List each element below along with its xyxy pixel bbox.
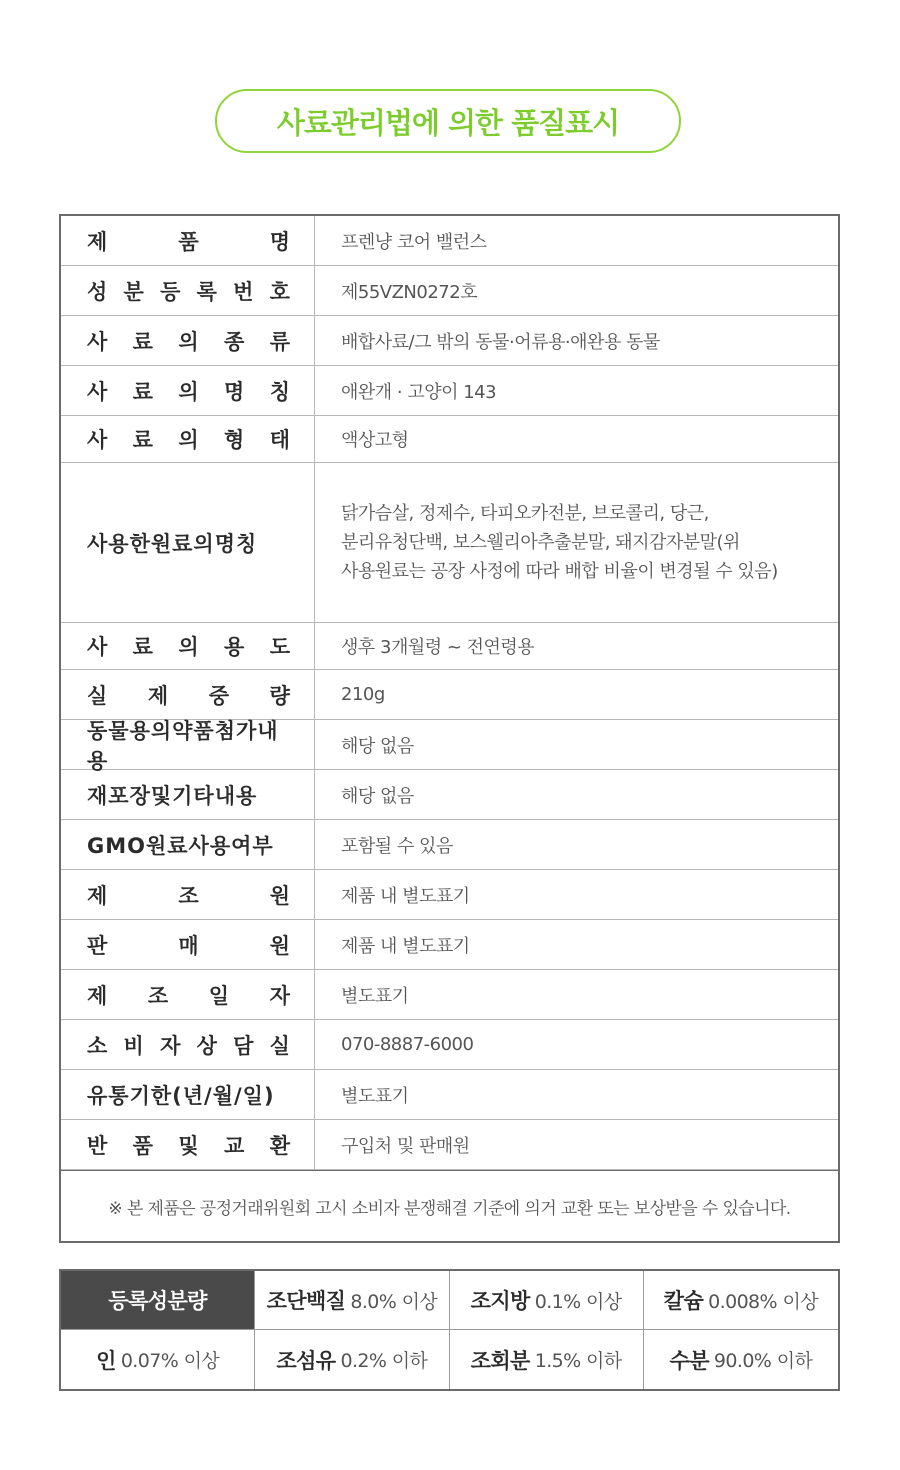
row-value: 별도표기	[341, 985, 409, 1007]
row-label: 사 료 의 형 태	[61, 416, 315, 462]
row-label: 사 료 의 종 류	[61, 316, 315, 365]
row-label: 실 제 중 량	[61, 670, 315, 719]
nutrient-cell	[644, 1271, 838, 1330]
nutrient-cell	[255, 1330, 449, 1389]
notice-text: ※ 본 제품은 공정거래위원회 고시 소비자 분쟁해결 기준에 의거 교환 또는 보상받을 수 있습니다.	[61, 1170, 838, 1241]
row-value: 배합사료/그 밖의 동물·어류용·애완용 동물	[341, 331, 660, 353]
table-row	[61, 266, 838, 316]
row-label: 사 료 의 명 칭	[61, 366, 315, 415]
table-row	[61, 870, 838, 920]
row-label: 반 품 및 교 환	[61, 1120, 315, 1169]
table-row	[61, 1120, 838, 1170]
page-title: 사료관리법에 의한 품질표시	[215, 89, 681, 153]
nutrient-cell	[450, 1271, 644, 1330]
nutrient-name: 조회분	[470, 1348, 530, 1373]
row-value: 제품 내 별도표기	[341, 885, 470, 907]
value-line: 사용원료는 공장 사정에 따라 배합 비율이 변경될 수 있음)	[341, 561, 778, 582]
row-label: 제 품 명	[61, 216, 315, 265]
nutrient-value: 0.07% 이상	[120, 1350, 220, 1372]
table-row	[61, 216, 838, 266]
nutrient-name: 조지방	[470, 1289, 530, 1313]
row-label: GMO원료사용여부	[61, 820, 315, 869]
nutrient-name: 칼슘	[663, 1289, 704, 1313]
row-label: 사용한원료의명칭	[61, 463, 315, 622]
row-label: 판 매 원	[61, 920, 315, 969]
row-value: 210g	[341, 684, 385, 705]
nutrient-table	[59, 1269, 840, 1391]
nutrient-value: 90.0% 이하	[713, 1350, 813, 1372]
row-value: 생후 3개월령 ~ 전연령용	[341, 637, 535, 658]
nutrient-header: 등록성분량	[61, 1271, 255, 1330]
value-line: 닭가슴살, 정제수, 타피오카전분, 브로콜리, 당근,	[341, 503, 709, 524]
table-row	[61, 970, 838, 1020]
table-row	[61, 1020, 838, 1070]
row-value: 제55VZN0272호	[341, 281, 478, 303]
row-value: 해당 없음	[341, 785, 414, 807]
row-value: 구입처 및 판매원	[341, 1135, 470, 1157]
value-line: 분리유청단백, 보스웰리아추출분말, 돼지감자분말(위	[341, 532, 740, 553]
nutrient-cell	[450, 1330, 644, 1389]
nutrient-cell	[61, 1330, 255, 1389]
nutrient-value: 0.008% 이상	[708, 1290, 818, 1313]
table-row	[61, 820, 838, 870]
row-value: 애완개 · 고양이 143	[341, 381, 497, 403]
table-row	[61, 670, 838, 720]
nutrient-name: 수분	[669, 1348, 709, 1373]
row-label: 동물용의약품첨가내용	[61, 720, 315, 769]
row-value: 제품 내 별도표기	[341, 935, 470, 957]
table-row	[61, 416, 838, 463]
nutrient-name: 인	[96, 1348, 116, 1373]
nutrient-name: 조섬유	[276, 1348, 336, 1373]
table-row	[61, 1070, 838, 1120]
row-value: 포함될 수 있음	[341, 835, 453, 857]
nutrient-name: 조단백질	[266, 1289, 346, 1313]
row-value: 별도표기	[341, 1085, 409, 1107]
row-label: 제 조 일 자	[61, 970, 315, 1019]
nutrient-value: 0.2% 이하	[340, 1350, 428, 1372]
row-value: 070-8887-6000	[341, 1034, 474, 1055]
nutrient-value: 1.5% 이하	[534, 1350, 622, 1372]
table-row	[61, 463, 838, 623]
table-row	[61, 770, 838, 820]
table-row	[61, 316, 838, 366]
table-row	[61, 366, 838, 416]
nutrient-cell	[644, 1330, 838, 1389]
table-row	[61, 623, 838, 670]
row-value: 액상고형	[341, 430, 409, 451]
row-label: 제 조 원	[61, 870, 315, 919]
nutrient-cell	[255, 1271, 449, 1330]
row-label: 소 비 자 상 담 실	[61, 1020, 315, 1069]
row-label: 재포장및기타내용	[61, 770, 315, 819]
nutrient-value: 8.0% 이상	[350, 1290, 438, 1313]
row-value: 프렌냥 코어 밸런스	[341, 231, 487, 253]
row-label: 성 분 등 록 번 호	[61, 266, 315, 315]
nutrient-value: 0.1% 이상	[534, 1290, 622, 1313]
table-row	[61, 718, 838, 773]
row-label: 사 료 의 용 도	[61, 623, 315, 669]
row-value: 해당 없음	[341, 735, 414, 757]
table-row	[61, 920, 838, 970]
row-value	[315, 463, 838, 622]
quality-label-table	[59, 214, 840, 1243]
row-label: 유통기한(년/월/일)	[61, 1070, 315, 1119]
